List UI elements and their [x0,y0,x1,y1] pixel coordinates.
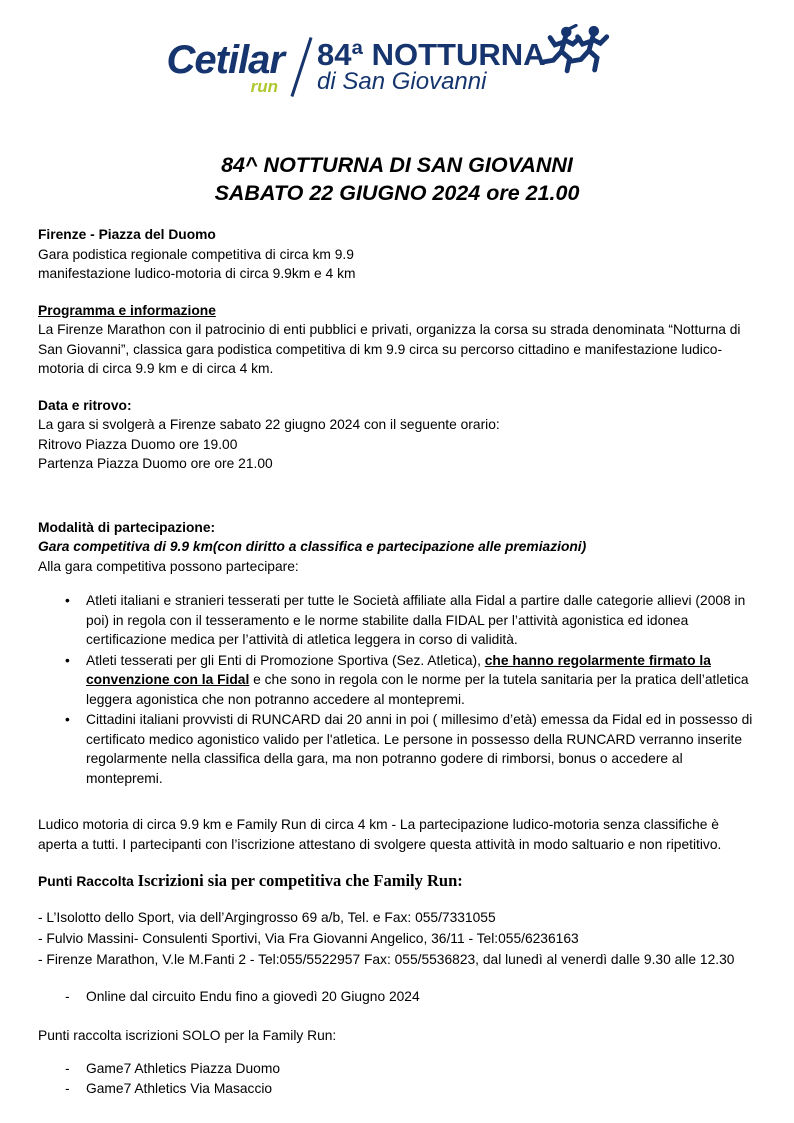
family-run-item-text: Game7 Athletics Piazza Duomo [86,1060,281,1076]
ludico-motoria-paragraph: Ludico motoria di circa 9.9 km e Family Run di circa 4 km - La partecipazione ludico-motoria senza classifiche è aperta a tutti. I partecipanti con l’iscrizione attestano di svolgere questa attività in modo saltuario e non ripetitivo. [38,817,722,852]
address-line: - Firenze Marathon, V.le M.Fanti 2 - Tel:055/5522957 Fax: 055/5536823, dal lunedì al venerdì dalle 9.30 alle 12.30 [38,951,735,967]
dash-marker: - [65,1060,70,1076]
family-run-heading: Punti raccolta iscrizioni SOLO per la Family Run: [38,1028,337,1043]
dash-marker: - [65,1081,70,1096]
participation-subheading: Gara competitiva di 9.9 km(con diritto a classifica e partecipazione alle premiazioni) [38,539,587,554]
section-participation [38,518,756,577]
title-line-2: SABATO 22 GIUGNO 2024 ore 21.00 [214,181,580,205]
location-heading: Firenze - Piazza del Duomo [38,227,216,242]
bullet-marker: • [65,652,70,668]
cetilar-run-text: run [250,76,278,96]
section-program [38,301,756,379]
edition-title: 84ª NOTTURNA [317,37,546,72]
collection-heading-sans-part: Punti Raccolta [38,874,138,889]
collection-points-heading [38,871,756,892]
two-runners-icon [542,24,610,88]
bullet-marker: • [65,593,70,608]
collection-points-addresses [38,907,756,970]
title-line-1: 84^ NOTTURNA DI SAN GIOVANNI [221,153,573,177]
family-run-item-text: Game7 Athletics Via Masaccio [86,1081,273,1096]
participation-heading: Modalità di partecipazione: [38,519,216,535]
location-line-2: manifestazione ludico-motoria di circa 9.9km e 4 km [38,266,356,281]
program-body: La Firenze Marathon con il patrocinio di enti pubblici e privati, organizza la corsa su strada denominata “Notturna di San Giovanni”, classica gara podistica competitiva di km 9.9 circa su percorso cittadino e manifestazione ludico-motoria di circa 9.9 km e di circa 4 km. [38,322,741,376]
list-item [38,710,756,788]
address-line: - Fulvio Massini- Consulenti Sportivi, Via Fra Giovanni Angelico, 36/11 - Tel:055/6236163 [38,930,579,946]
online-registration-text: Online dal circuito Endu fino a giovedì 20 Giugno 2024 [86,988,420,1004]
bullet-text: Cittadini italiani provvisti di RUNCARD dai 20 anni in poi ( millesimo d’età) emessa da Fidal ed in possesso di certificato medico agonistico valido per l'atletica. Le persone in possesso della RUNCARD verranno inserite regolarmente nella classifica della gara, ma non potranno godere di rimborsi, bonus o accedere al montepremi. [86,712,753,786]
section-schedule [38,396,756,474]
collection-heading-serif-part: Iscrizioni sia per competitiva che Family Run: [137,871,463,890]
schedule-heading: Data e ritrovo: [38,397,132,413]
schedule-line-1: La gara si svolgerà a Firenze sabato 22 giugno 2024 con il seguente orario: [38,417,500,432]
family-run-list [38,1059,756,1100]
schedule-line-2: Ritrovo Piazza Duomo ore 19.00 [38,436,238,452]
event-logo [14,25,756,109]
schedule-line-3: Partenza Piazza Duomo ore ore 21.00 [38,456,273,471]
location-line-1: Gara podistica regionale competitiva di circa km 9.9 [38,246,354,262]
list-item [38,1079,756,1100]
cetilar-logo [166,37,299,96]
address-line: - L’Isolotto dello Sport, via dell’Argingrosso 69 a/b, Tel. e Fax: 055/7331055 [38,909,496,925]
bullet-marker: • [65,712,70,727]
online-registration-item [38,987,756,1007]
document-title [38,151,756,207]
bullet-text: Atleti italiani e stranieri tesserati per tutte le Società affiliate alla Fidal a partire dalle categorie allievi (2008 in poi) in regola con il tesseramento e le norme stabilite dalla FIDAL per l’attività agonistica ed idonea certificazione medica per l’attività di atletica leggera in corso di validità. [86,593,746,647]
cetilar-brand-text: Cetilar [166,37,284,82]
list-item [38,591,756,650]
program-heading: Programma e informazione [38,302,216,318]
edition-logo [317,37,604,95]
list-item [38,651,756,710]
list-item [38,1059,756,1080]
section-location [38,225,756,284]
participation-intro: Alla gara competitiva possono partecipare: [38,558,299,574]
participation-bullet-list [38,591,756,788]
bullet-text: Atleti tesserati per gli Enti di Promozione Sportiva (Sez. Atletica), che hanno regolarmente firmato la convenzione con la Fidal e che sono in regola con le norme per la tutela sanitaria per la pratica dell’atletica leggera agonistica che non potranno accedere al montepremi. [86,652,749,707]
dash-marker: - [65,988,70,1004]
edition-subtitle: di San Giovanni [317,68,487,95]
